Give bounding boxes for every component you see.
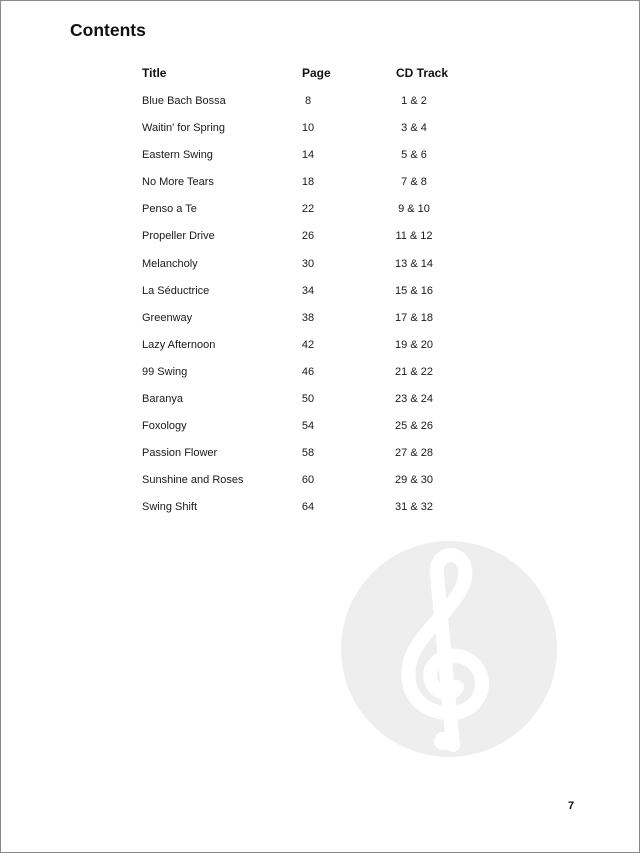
watermark xyxy=(341,528,557,757)
entry-title: Sunshine and Roses xyxy=(142,474,244,487)
entry-title: Lazy Afternoon xyxy=(142,338,216,351)
entry-cd-track: 29 & 30 xyxy=(395,474,433,487)
entry-cd-track: 7 & 8 xyxy=(401,176,427,189)
toc-row xyxy=(142,149,502,176)
entry-title: Greenway xyxy=(142,311,193,324)
entry-page: 58 xyxy=(301,447,315,460)
column-header-cd-track: CD Track xyxy=(396,66,449,80)
entry-cd-track: 13 & 14 xyxy=(395,257,433,270)
toc-row xyxy=(142,474,502,501)
entry-cd-track: 21 & 22 xyxy=(395,365,433,378)
entry-page: 38 xyxy=(301,311,315,324)
column-header-page: Page xyxy=(302,66,331,80)
entry-page: 34 xyxy=(301,284,315,297)
toc-row xyxy=(142,312,502,339)
entry-title: Passion Flower xyxy=(142,447,218,460)
entry-title: Blue Bach Bossa xyxy=(142,95,226,107)
entry-cd-track: 23 & 24 xyxy=(395,393,433,406)
entry-cd-track: 5 & 6 xyxy=(401,149,427,162)
entry-page: 14 xyxy=(301,149,315,162)
entry-title: Baranya xyxy=(142,393,183,406)
entry-title: 99 Swing xyxy=(142,365,188,378)
toc-row xyxy=(142,339,502,366)
entry-page: 54 xyxy=(301,420,315,433)
entry-page: 26 xyxy=(301,230,315,243)
entry-title: Swing Shift xyxy=(142,501,198,514)
entry-page: 46 xyxy=(301,365,315,378)
entry-page: 22 xyxy=(301,203,315,216)
entry-page: 10 xyxy=(301,122,315,135)
entry-page: 60 xyxy=(301,474,315,487)
entry-page: 42 xyxy=(301,338,315,351)
toc-row xyxy=(142,258,502,285)
entry-page: 18 xyxy=(301,176,315,189)
entry-cd-track: 31 & 32 xyxy=(395,501,433,514)
contents-heading: Contents xyxy=(70,20,146,40)
treble-clef-icon xyxy=(341,528,557,757)
entry-page: 50 xyxy=(301,393,315,406)
watermark-text: alle-noten.de xyxy=(341,528,434,545)
entry-cd-track: 27 & 28 xyxy=(395,447,433,460)
entry-title: La Séductrice xyxy=(142,284,210,297)
contents-table xyxy=(142,95,502,529)
entry-title: Penso a Te xyxy=(142,203,197,216)
toc-row xyxy=(142,176,502,203)
entry-cd-track: 17 & 18 xyxy=(395,311,433,324)
toc-row xyxy=(142,95,502,122)
toc-row xyxy=(142,447,502,474)
entry-cd-track: 9 & 10 xyxy=(398,203,430,216)
entry-cd-track: 11 & 12 xyxy=(395,230,433,243)
entry-title: Waitin' for Spring xyxy=(142,122,225,135)
entry-cd-track: 1 & 2 xyxy=(401,95,427,107)
entry-page: 64 xyxy=(301,501,315,514)
page-number: 7 xyxy=(568,800,575,812)
entry-title: Foxology xyxy=(142,420,187,433)
toc-row xyxy=(142,420,502,447)
entry-cd-track: 25 & 26 xyxy=(395,420,433,433)
toc-row xyxy=(142,501,502,528)
entry-page: 8 xyxy=(304,95,312,107)
entry-cd-track: 3 & 4 xyxy=(401,122,427,135)
toc-row xyxy=(142,285,502,312)
toc-row xyxy=(142,230,502,257)
entry-title: Melancholy xyxy=(142,257,198,270)
toc-row xyxy=(142,203,502,230)
entry-title: Propeller Drive xyxy=(142,230,215,243)
entry-title: Eastern Swing xyxy=(142,149,213,162)
toc-row xyxy=(142,393,502,420)
entry-cd-track: 15 & 16 xyxy=(395,284,433,297)
entry-page: 30 xyxy=(301,257,315,270)
toc-row xyxy=(142,122,502,149)
entry-title: No More Tears xyxy=(142,176,214,189)
entry-cd-track: 19 & 20 xyxy=(395,338,433,351)
toc-row xyxy=(142,366,502,393)
column-header-title: Title xyxy=(142,66,167,80)
